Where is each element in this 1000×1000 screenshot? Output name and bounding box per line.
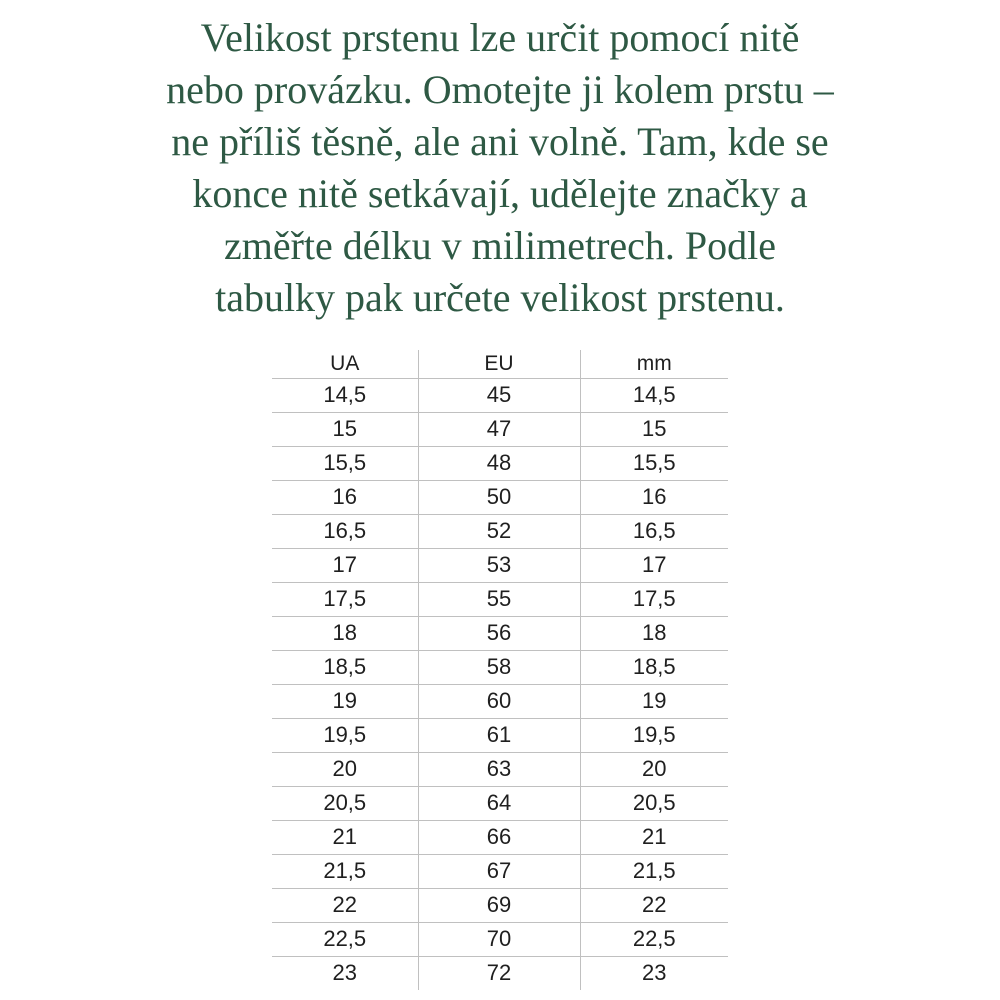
- table-cell: 16,5: [580, 514, 728, 548]
- table-cell: 21: [272, 820, 418, 854]
- column-header-eu: EU: [418, 350, 580, 378]
- table-cell: 19: [272, 684, 418, 718]
- table-cell: 70: [418, 922, 580, 956]
- column-header-ua: UA: [272, 350, 418, 378]
- intro-paragraph: [0, 0, 1000, 324]
- table-row: [272, 514, 728, 548]
- table-cell: 45: [418, 378, 580, 412]
- table-cell: 17: [580, 548, 728, 582]
- table-cell: 16,5: [272, 514, 418, 548]
- table-cell: 69: [418, 888, 580, 922]
- table-cell: 18,5: [272, 650, 418, 684]
- table-cell: 20: [272, 752, 418, 786]
- table-cell: 21,5: [272, 854, 418, 888]
- table-row: [272, 650, 728, 684]
- column-header-mm: mm: [580, 350, 728, 378]
- table-cell: 47: [418, 412, 580, 446]
- table-row: [272, 820, 728, 854]
- table-cell: 64: [418, 786, 580, 820]
- table-cell: 23: [332, 960, 357, 986]
- intro-line: konce nitě setkávají, udělejte značky a: [192, 171, 808, 216]
- table-cell: 19,5: [580, 718, 728, 752]
- table-cell: 72: [418, 956, 580, 990]
- table-row: [272, 684, 728, 718]
- intro-line: nebo provázku. Omotejte ji kolem prstu –: [166, 67, 834, 112]
- table-cell: 15,5: [272, 446, 418, 480]
- table-cell: 17,5: [580, 582, 728, 616]
- table-cell: 17,5: [272, 582, 418, 616]
- ring-size-table: [272, 350, 728, 990]
- table-row: [272, 378, 728, 412]
- intro-line: tabulky pak určete velikost prstenu.: [215, 275, 785, 320]
- table-cell: 21,5: [580, 854, 728, 888]
- table-row: [272, 616, 728, 650]
- table-row: [272, 922, 728, 956]
- table-row: [272, 956, 728, 990]
- table-cell: 16: [580, 480, 728, 514]
- table-cell: 22,5: [272, 922, 418, 956]
- table-cell: 18: [580, 616, 728, 650]
- table-cell: 50: [418, 480, 580, 514]
- table-cell: 53: [418, 548, 580, 582]
- table-cell: 56: [418, 616, 580, 650]
- table-cell: 14,5: [580, 378, 728, 412]
- table-row: [272, 854, 728, 888]
- table-cell: 15: [272, 412, 418, 446]
- table-cell: 60: [418, 684, 580, 718]
- table-row: [272, 412, 728, 446]
- table-cell: 19,5: [272, 718, 418, 752]
- table-header-row: [272, 350, 728, 378]
- table-cell: 19: [580, 684, 728, 718]
- table-cell: 21: [580, 820, 728, 854]
- table-cell: 63: [418, 752, 580, 786]
- table-row: [272, 888, 728, 922]
- table-cell: 15: [580, 412, 728, 446]
- table-cell: 17: [272, 548, 418, 582]
- table-cell: 20,5: [272, 786, 418, 820]
- table-cell: 67: [418, 854, 580, 888]
- table-cell: 22: [272, 888, 418, 922]
- table-row: [272, 446, 728, 480]
- table-row: [272, 548, 728, 582]
- table-row: [272, 582, 728, 616]
- table-cell: 52: [418, 514, 580, 548]
- intro-line: změřte délku v milimetrech. Podle: [223, 223, 777, 268]
- table-cell: 22: [580, 888, 728, 922]
- table-cell: 16: [272, 480, 418, 514]
- table-cell: 66: [418, 820, 580, 854]
- table-cell: 20,5: [580, 786, 728, 820]
- table-cell: 15,5: [580, 446, 728, 480]
- table-row: [272, 480, 728, 514]
- table-cell: 58: [418, 650, 580, 684]
- intro-line: ne příliš těsně, ale ani volně. Tam, kde se: [171, 119, 829, 164]
- table-cell: 18: [272, 616, 418, 650]
- intro-line: Velikost prstenu lze určit pomocí nitě: [200, 15, 800, 60]
- table-row: [272, 718, 728, 752]
- table-cell: 48: [418, 446, 580, 480]
- table-cell: 14,5: [272, 378, 418, 412]
- table-cell: 23: [580, 956, 728, 990]
- table-cell: 18,5: [580, 650, 728, 684]
- table-cell: 55: [418, 582, 580, 616]
- table-cell: 20: [580, 752, 728, 786]
- table-cell: 61: [418, 718, 580, 752]
- table-row: [272, 752, 728, 786]
- table-cell: 22,5: [580, 922, 728, 956]
- table-row: [272, 786, 728, 820]
